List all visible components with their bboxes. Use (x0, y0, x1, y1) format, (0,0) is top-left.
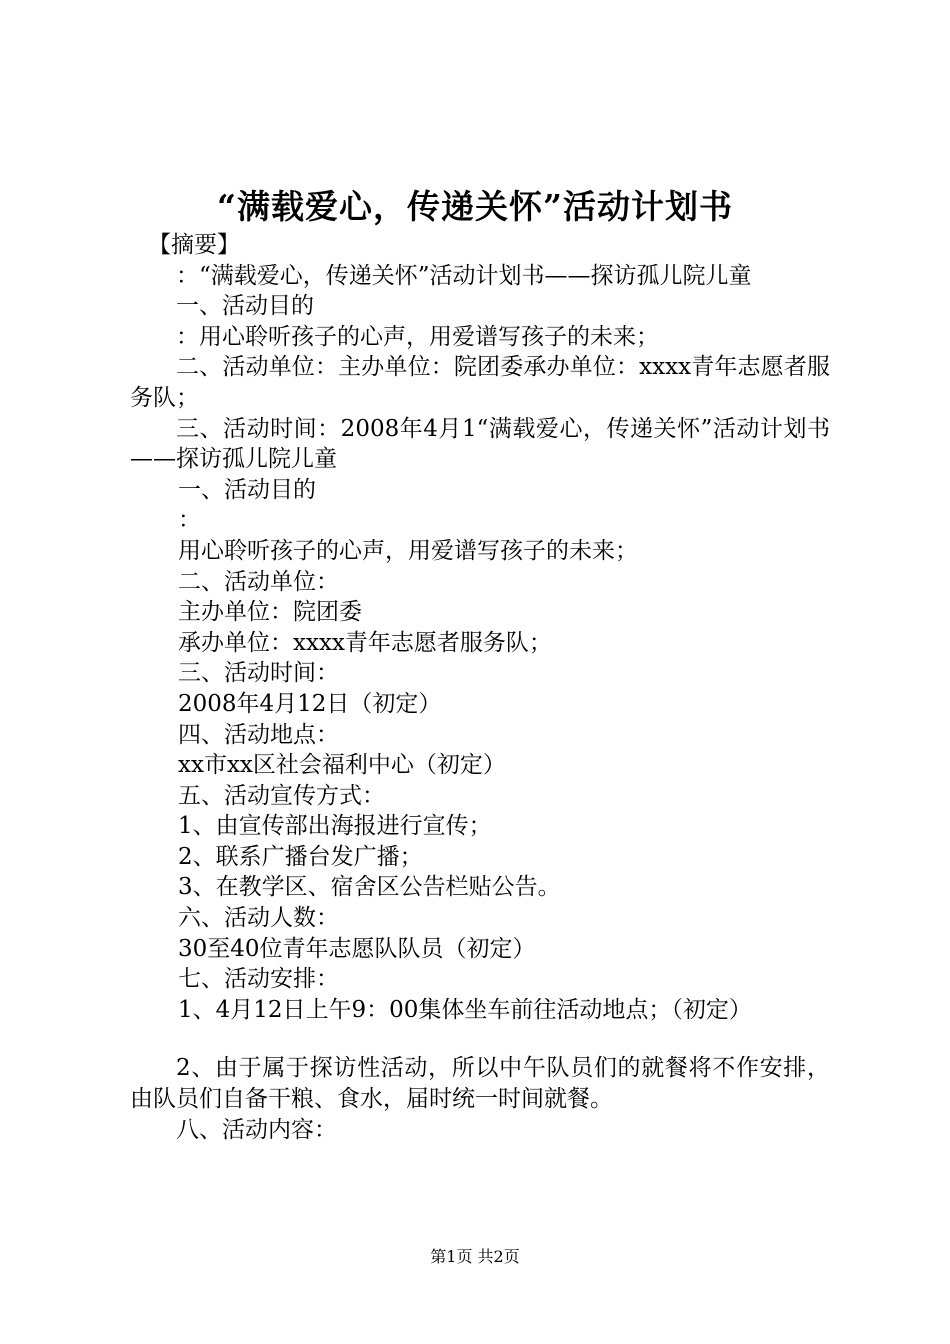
line-host: 主办单位：院团委 (178, 599, 362, 626)
paragraph-time: 三、活动时间：2008年4月1“满载爱心，传递关怀”活动计划书——探访孤儿院儿童 (130, 415, 830, 473)
colon-line: ： (178, 507, 201, 534)
line-location: xx市xx区社会福利中心（初定） (178, 752, 506, 779)
line-organizer: 承办单位：xxxx青年志愿者服务队； (178, 629, 552, 656)
paragraph-purpose-2: 用心聆听孩子的心声，用爱谱写孩子的未来； (178, 537, 638, 564)
heading-purpose-2: 一、活动目的 (178, 476, 316, 503)
paragraph-purpose: ：用心聆听孩子的心声，用爱谱写孩子的未来； (176, 323, 659, 350)
heading-headcount: 六、活动人数： (178, 905, 339, 932)
heading-time: 三、活动时间： (178, 660, 339, 687)
schedule-item-1: 1、4月12日上午9：00集体坐车前往活动地点；（初定） (178, 996, 752, 1023)
line-headcount: 30至40位青年志愿队队员（初定） (178, 935, 536, 962)
heading-publicity: 五、活动宣传方式： (178, 782, 385, 809)
heading-purpose: 一、活动目的 (176, 293, 314, 320)
publicity-item-1: 1、由宣传部出海报进行宣传； (178, 813, 492, 840)
page-footer: 第1页 共2页 (430, 1247, 520, 1266)
schedule-item-2: 2、由于属于探访性活动，所以中午队员们的就餐将不作安排，由队员们自备干粮、食水，届时统一时间就餐。 (130, 1055, 830, 1113)
publicity-item-2: 2、联系广播台发广播； (178, 843, 423, 870)
publicity-item-3: 3、在教学区、宿舍区公告栏贴公告。 (178, 874, 561, 901)
heading-content: 八、活动内容： (176, 1116, 337, 1143)
heading-schedule: 七、活动安排： (178, 966, 339, 993)
heading-location: 四、活动地点： (178, 721, 339, 748)
abstract-label: 【摘要】 (148, 232, 240, 258)
line-date: 2008年4月12日（初定） (178, 690, 442, 717)
document-title: “满载爱心，传递关怀”活动计划书 (217, 187, 733, 226)
heading-units: 二、活动单位： (178, 568, 339, 595)
paragraph-summary: ：“满载爱心，传递关怀”活动计划书——探访孤儿院儿童 (176, 262, 752, 289)
document-body (130, 230, 830, 1145)
spacer (130, 1025, 830, 1053)
paragraph-units: 二、活动单位：主办单位：院团委承办单位：xxxx青年志愿者服务队； (130, 354, 830, 411)
